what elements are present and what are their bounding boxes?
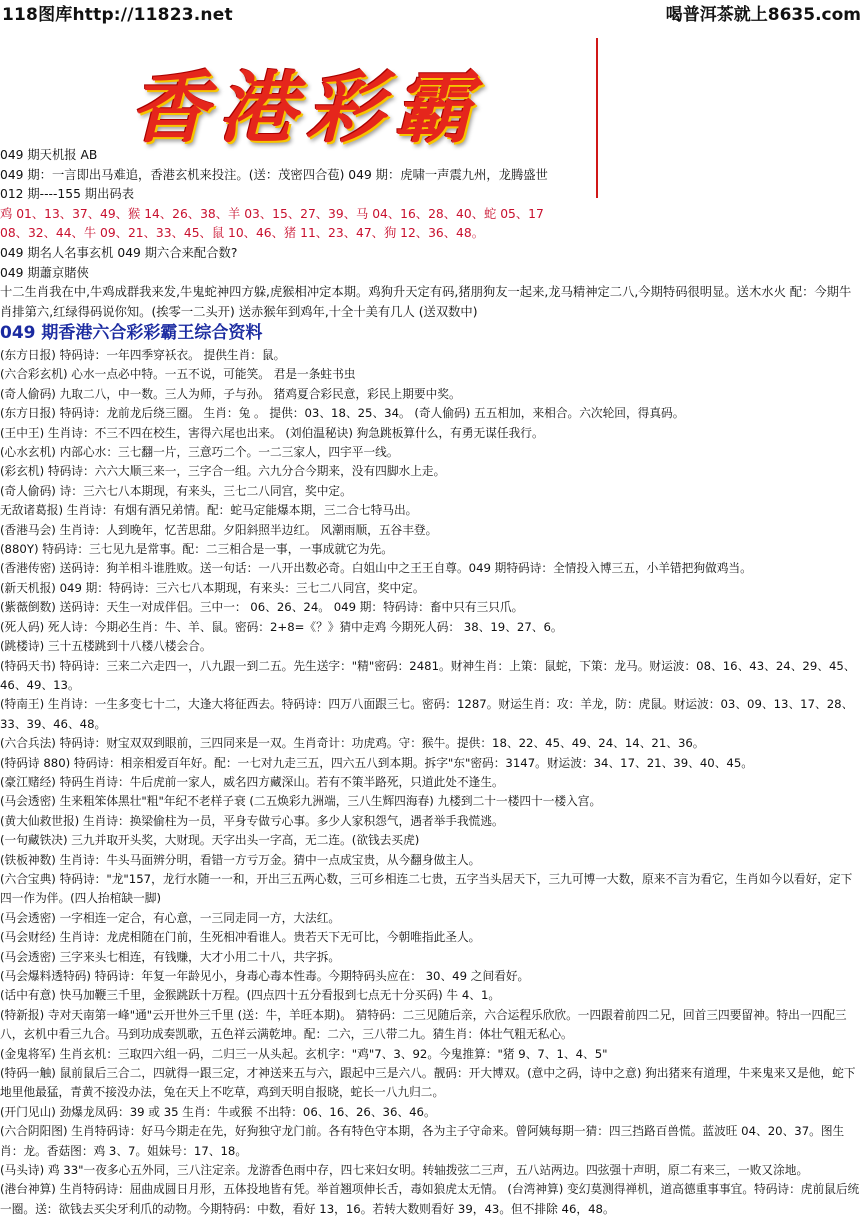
content-line: (特码诗 880) 特码诗：相亲相爱百年好。配：一七对九走三五，四六五八到本期。拆字"东"密码：3147。财运波：34、17、21、39、40、45。 [0, 755, 753, 770]
content-line: (特码天书) 特码诗：三来二六走四一，八九跟一到二五。先生送字："精"密码：2481。财神生肖：上策：鼠蛇，下策：龙马。财运波：08、16、43、24、29、45、46、49、13。 [0, 658, 856, 692]
content-line: (六合阴阳图) 生肖特码诗：好马今期走在先，好狗独守龙门前。各有特色守本期，各为主子守命来。曾阿姨每期一猜：四三挡路百兽慌。蓝波旺 04、20、37。图生肖：龙。香菇图：鸡 3、7。姐妹号：17、18。 [0, 1124, 845, 1158]
intro-line: 049 期：一言即出马难追，香港玄机来投注。(送：茂密四合苞) 049 期：虎啸一声震九州，龙腾盛世 [0, 167, 548, 182]
content-line: (六合彩玄机) 心水一点必中特。一五不说，可能笑。 君是一条蛀书虫 [0, 367, 356, 382]
content-line: (黄大仙救世报) 生肖诗：换梁偷柱为一员，平身专做亏心事。多少人家积怨气，遇者举手我慌逃。 [0, 813, 504, 828]
intro-line: 049 期蕭京賭俠 [0, 265, 89, 280]
site-url-right[interactable]: 喝普洱茶就上8635.com [665, 5, 861, 25]
content-line: 无敌诸葛报) 生肖诗：有烟有酒兄弟情。配：蛇马定能爆本期，三二合七特马出。 [0, 503, 418, 518]
content-line: (铁板神数) 生肖诗：牛头马面辨分明，看错一方亏万金。猜中一点成宝贵，从今翻身做主人。 [0, 852, 481, 867]
content-line: (马会财经) 生肖诗：龙虎相随在门前，生死相冲看谁人。贵若天下无可比，今朝唯指此圣人。 [0, 930, 481, 945]
content-line: (新天机报) 049 期：特码诗：三六七八本期现，有来头：三七二八同宫，奖中定。 [0, 580, 425, 595]
banner-title: 香港彩霸 [130, 63, 483, 154]
content-line: (彩玄机) 特码诗：六六大顺三来一，三字合一组。六九分合今期来，没有四脚水上走。 [0, 464, 446, 479]
content-line: (香港传密) 送码诗：狗羊相斗谁胜败。送一句话：一八开出数必奇。白姐山中之王王自尊。049 期特码诗：全情投入博三五，小羊错把狗做鸡当。 [0, 561, 752, 576]
content-line: (特新报) 寺对天南第一峰"通"云开世外三千里 (送：牛，羊旺本期)。 猜特码：二三见随后亲，六合运程乐欣欣。一四跟着前四二兄，回首三四要留神。特出一四配三八，玄机中看三九合。马到功成奏凯歌，五色祥云满乾坤。配：二六，三八带二九。猜生肖：体壮气粗无私心。 [0, 1007, 847, 1042]
content-line: (金鬼将军) 生肖玄机：三取四六组一码，二归三一从头起。玄机字："鸡"7、3、92。今鬼推算："猪 9、7、1、4、5" [0, 1046, 608, 1061]
content-line: (马头诗) 鸡 33"一夜多心五外同，三八注定亲。龙游香色雨中存，四七来妇女明。转轴拨弦二三声，五八站两边。四弦强十声明，原二有来三，一败又涂地。 [0, 1163, 809, 1178]
content-line: (豪江赌经) 特码生肖诗：牛后虎前一家人，威名四方藏深山。若有不策半路死，只道此处不逢生。 [0, 774, 504, 789]
content-line: (六合宝典) 特码诗："龙"157，龙行水随一一和，开出三五两心数，三可乡相连二七贵，五字当头居天下，三九可博一大数，原来不言为看它，生肖如今以看好，定下四一作为伴。(四人抬棺缺一脚) [0, 871, 853, 906]
content-line: (话中有意) 快马加鞭三千里，金猴跳跃十万程。(四点四十五分看报到七点无十分买码) 牛 4、1。 [0, 988, 501, 1003]
intro-line: 049 期名人名事玄机 049 期六合来配合数? [0, 245, 238, 260]
intro-line: 十二生肖我在中,牛鸡成群我来发,牛鬼蛇神四方躲,虎猴相冲定本期。鸡狗升天定有码,猪朋狗友一起来,龙马精神定二八,今期特码很明显。送木水火 配：今期牛肖排第六,红绿得码说你知。(挨零一二头开) 送赤猴年到鸡年,十全十美有几人 (送双数中) [0, 285, 852, 319]
content-line: (880Y) 特码诗：三七见九是常事。配：二三相合是一事，一事成就它为先。 [0, 542, 393, 557]
content-line: (王中王) 生肖诗：不三不四在校生，害得六尾也出来。 (刘伯温秘诀) 狗急跳板算什么，有勇无谋任我行。 [0, 425, 544, 440]
content-line: (香港马会) 生肖诗：人到晚年，忆苦思甜。夕阳斜照半边红。 风潮雨顺，五谷丰登。 [0, 522, 438, 537]
content-line: (马会透密) 一字相连一定合，有心意，一三同走同一方，大法红。 [0, 910, 341, 925]
content-list [0, 346, 863, 1219]
content-line: (港台神算) 生肖特码诗：屈曲成圆日月形，五体投地皆有凭。举首翘项伸长舌，毒如狼虎太无情。 (台湾神算) 变幻莫测得禅机，道高德重事事宜。特码诗：虎前鼠后统一圈。送：欲钱去买尖牙利爪的动物。今期特码：中数，看好 13，16。若转大数则看好 39，43。但不排除 46，48。 [0, 1182, 860, 1216]
content-line: (特码一触) 鼠前鼠后三合二，四就得一跟三定，才神送来五与六，跟起中三是六八。靓码：开大博双。(意中之码，诗中之意) 狗出猪来有道理，牛来鬼来又是他，蛇下地里他最猛，青黄不接没办法，兔在天上不吃草，鸡到天明自报晓，蛇长一八九归二。 [0, 1066, 856, 1100]
content-line: (开门见山) 劲爆龙凤码：39 或 35 生肖：牛或猴 不出特：06、16、26、36、46。 [0, 1104, 436, 1119]
intro-line: 049 期天机报 AB [0, 148, 98, 162]
intro-line: 012 期----155 期出码表 [0, 187, 134, 202]
intro-block [0, 146, 863, 322]
content-line: (马会爆料透特码) 特码诗：年复一年龄见小，身毒心毒本性毒。今期特码头应在： 30、49 之间看好。 [0, 969, 530, 983]
content-line: (六合兵法) 特码诗：财宝双双到眼前，三四同来是一双。生肖奇计：功虎鸡。守：猴牛。提供：18、22、45、49、24、14、21、36。 [0, 736, 705, 751]
content-line: (心水玄机) 内部心水：三七翻一片，三意巧二个。一二三家人，四宇平一线。 [0, 445, 399, 460]
content-line: (死人码) 死人诗：今期必生肖：牛、羊、鼠。密码：2+8=《？》猜中走鸡 今期死人码： 38、19、27、6。 [0, 619, 563, 634]
content-line: (奇人偷码) 九取二八，中一数。三人为师，子与孙。 猪鸡夏合彩民意，彩民上期要中奖。 [0, 386, 461, 401]
section-title: 049 期香港六合彩彩霸王综合资料 [0, 323, 263, 343]
banner-logo [120, 28, 600, 154]
content-line: (一句藏铁决) 三九并取开头奖，大财现。天字出头一字高，无二连。(欲钱去买虎) [0, 833, 420, 848]
content-line: (紫薇倒数) 送码诗：天生一对成伴侣。三中一： 06、26、24。 049 期：特码诗：畜中只有三只爪。 [0, 600, 524, 615]
site-url-left[interactable]: 118图库http://11823.net [2, 5, 233, 25]
intro-line: 鸡 01、13、37、49、猴 14、26、38、羊 03、15、27、39、马 04、16、28、40、蛇 05、17 [0, 206, 544, 221]
content-line: (奇人偷码) 诗：三六七八本期现，有来头，三七二八同宫，奖中定。 [0, 483, 352, 498]
content-line: (马会透密) 生来粗笨体黑壮"粗"年纪不老样子衰 (二五焕彩九洲端，三八生辉四海春) 九楼到二十一楼四十一楼入宫。 [0, 794, 602, 809]
content-line: (东方日报) 特码诗：龙前龙后绕三圈。 生肖：兔 。 提供：03、18、25、34。 (奇人偷码) 五五相加，来相合。六次轮回，得真码。 [0, 406, 685, 421]
content-line: (跳楼诗) 三十五楼跳到十八楼八楼会合。 [0, 639, 212, 654]
content-line: (特南王) 生肖诗：一生多变七十二，大逢大将征西去。特码诗：四万八面跟三七。密码：1287。财运生肖：攻：羊龙，防：虎鼠。财运波：03、09、13、17、28、33、39、46、48。 [0, 697, 854, 731]
intro-line: 08、32、44、牛 09、21、33、45、鼠 10、46、猪 11、23、47、狗 12、36、48。 [0, 226, 484, 241]
content-line: (东方日报) 特码诗：一年四季穿袄衣。 提供生肖：鼠。 [0, 348, 286, 362]
content-line: (马会透密) 三字来头七相连，有钱赚，大才小用二十八，共字拆。 [0, 949, 341, 964]
